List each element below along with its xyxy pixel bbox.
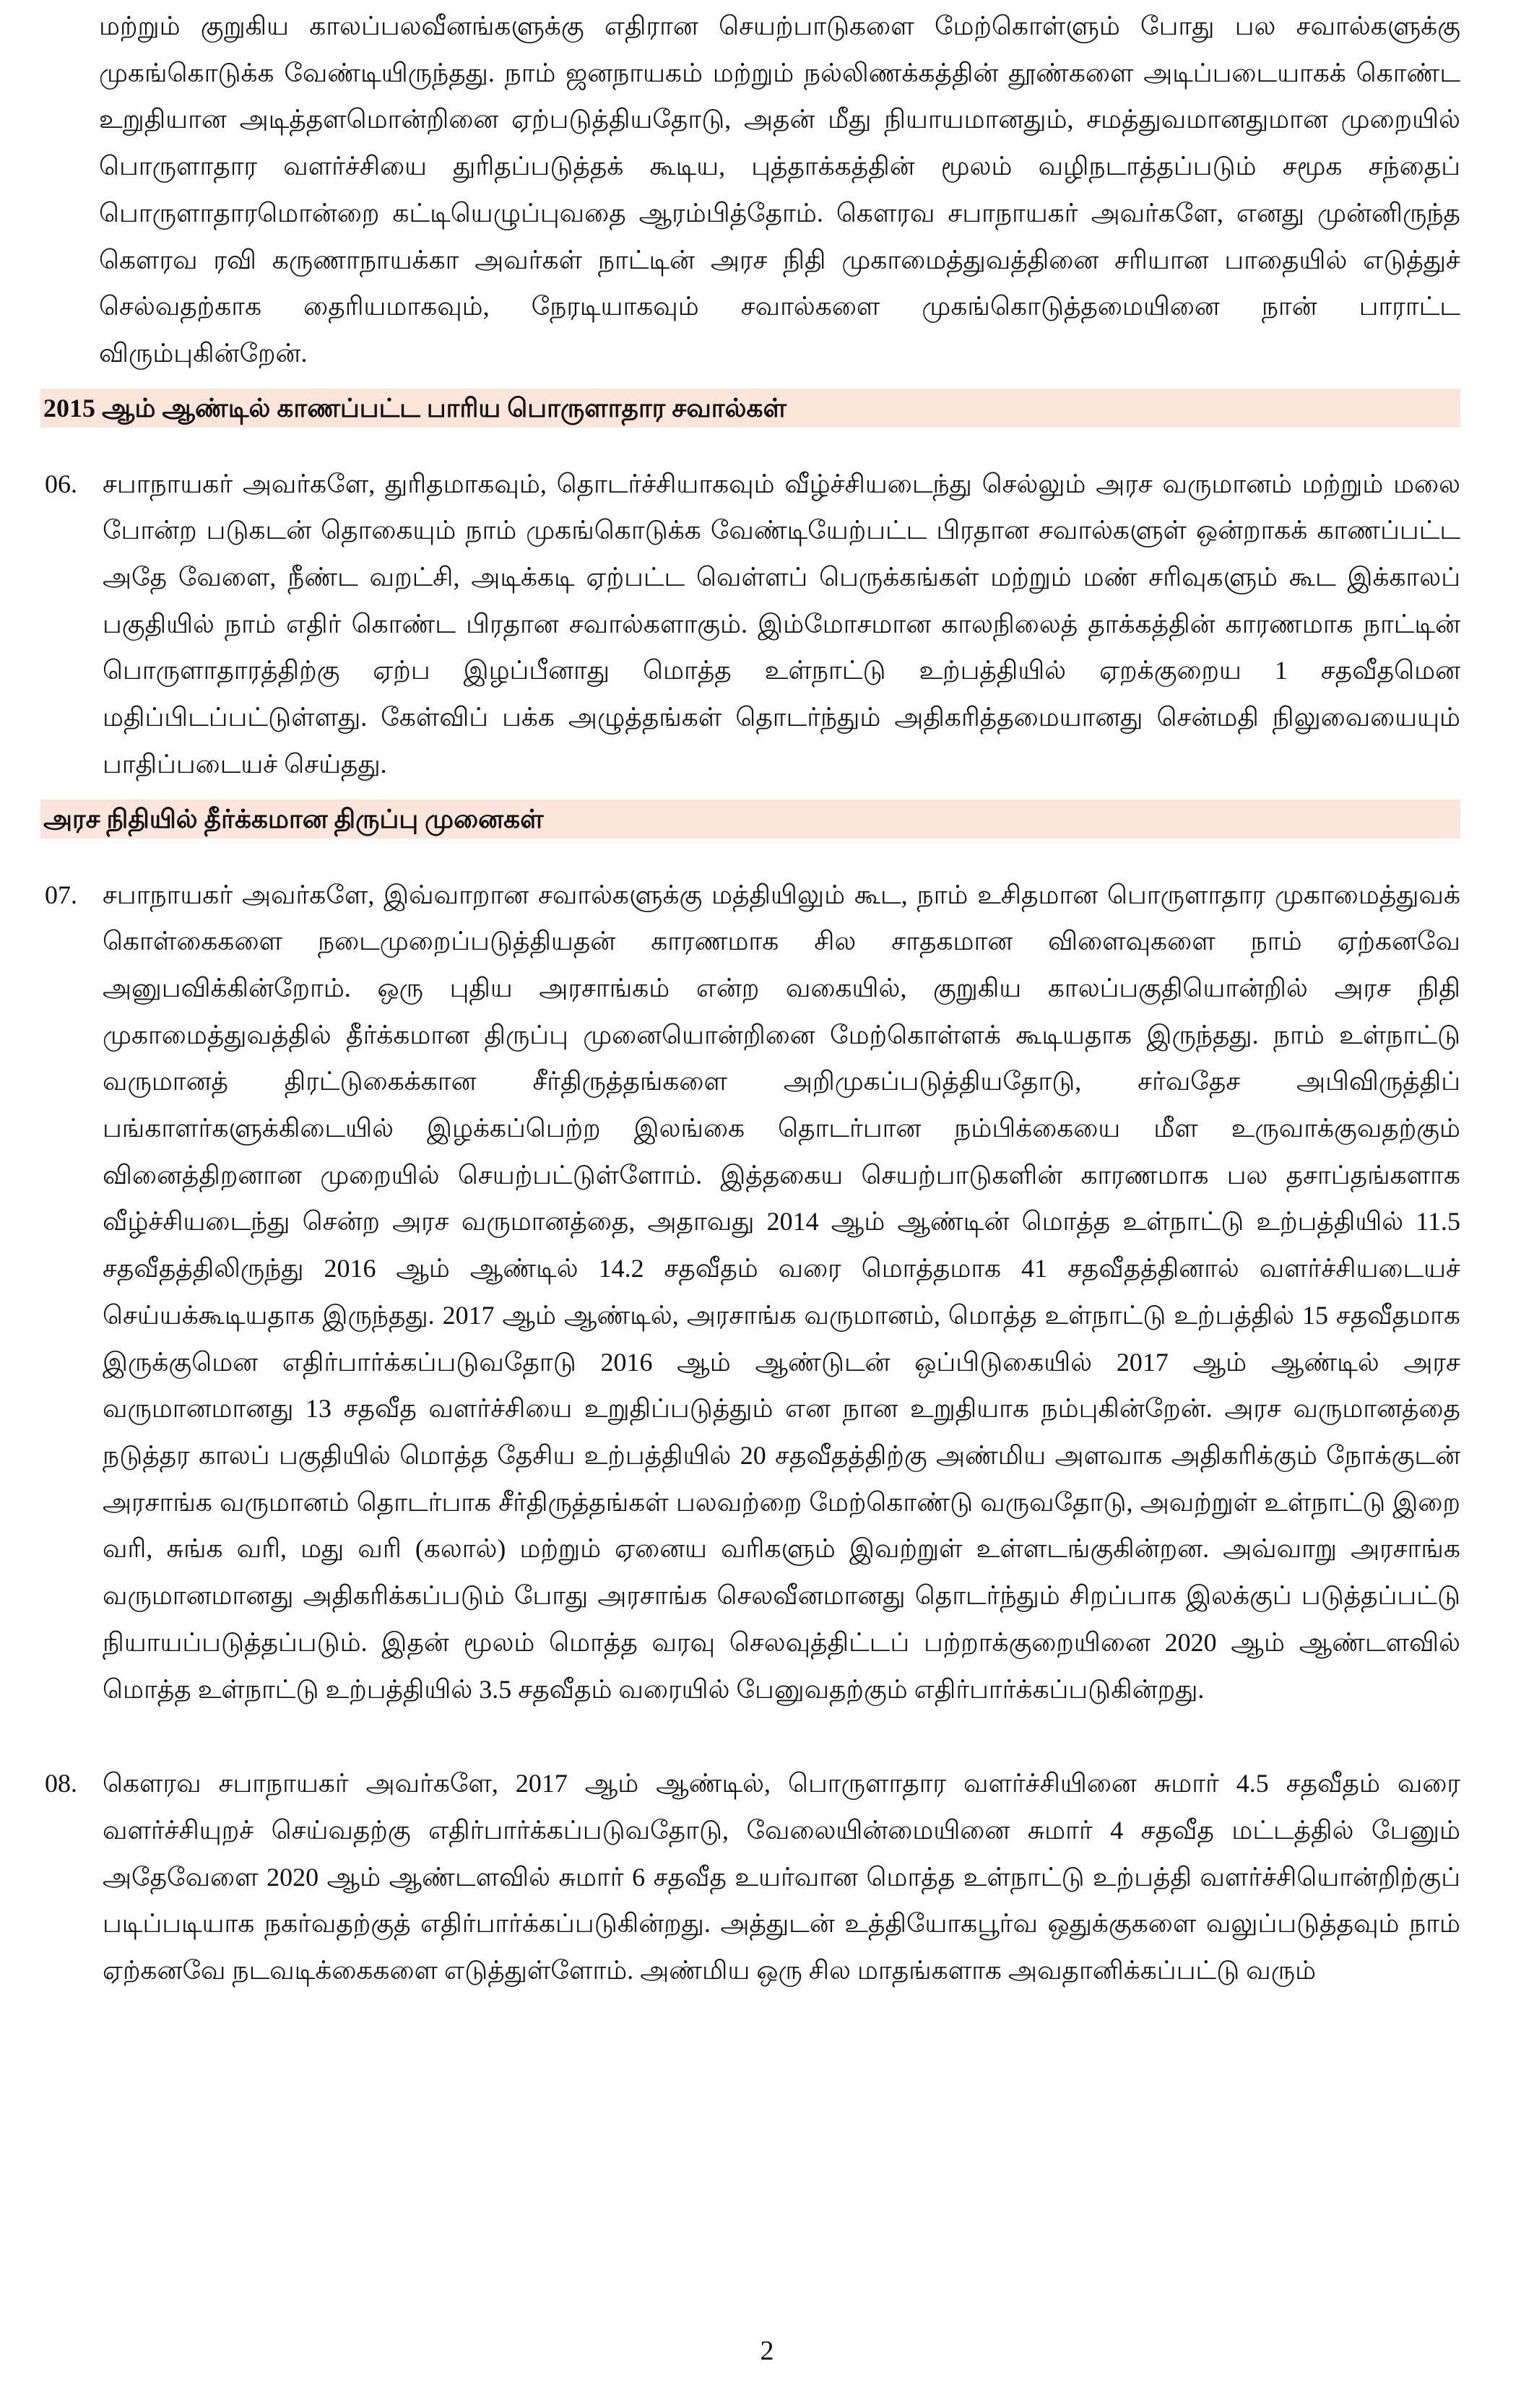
paragraph-08 xyxy=(45,1760,1460,1994)
page-content xyxy=(45,0,1460,1994)
paragraph-text: கௌரவ சபாநாயகர் அவர்களே, 2017 ஆம் ஆண்டில், பொருளாதார வளர்ச்சியினை சுமார் 4.5 சதவீதம் வரை வளர்ச்சியுறச் செய்வதற்கு எதிர்பார்க்கப்படுவதோடு, வேலையின்மையினை சுமார் 4 சதவீத மட்டத்தில் பேனும் அதேவேளை 2020 ஆம் ஆண்டளவில் சுமார் 6 சதவீத உயர்வான மொத்த உள்நாட்டு உற்பத்தி வளர்ச்சியொன்றிற்குப் படிப்படியாக நகர்வதற்குத் எதிர்பார்க்கப்படுகின்றது. அத்துடன் உத்தியோகபூர்வ ஒதுக்குகளை வலுப்படுத்தவும் நாம் ஏற்கனவே நடவடிக்கைகளை எடுத்துள்ளோம். அண்மிய ஒரு சில மாதங்களாக அவதானிக்கப்பட்டு வரும் xyxy=(103,1769,1460,1985)
paragraph-number: 07. xyxy=(45,880,77,909)
paragraph-06 xyxy=(45,461,1460,788)
paragraph-text: சபாநாயகர் அவர்களே, இவ்வாறான சவால்களுக்கு மத்தியிலும் கூட, நாம் உசிதமான பொருளாதார முகாமைத்துவக் கொள்கைகளை நடைமுறைப்படுத்தியதன் காரணமாக சில சாதகமான விளைவுகளை நாம் ஏற்கனவே அனுபவிக்கின்றோம். ஒரு புதிய அரசாங்கம் என்ற வகையில், குறுகிய காலப்பகுதியொன்றில் அரச நிதி முகாமைத்துவத்தில் தீர்க்கமான திருப்பு முனையொன்றினை மேற்கொள்ளக் கூடியதாக இருந்தது. நாம் உள்நாட்டு வருமானத் திரட்டுகைக்கான சீர்திருத்தங்களை அறிமுகப்படுத்தியதோடு, சர்வதேச அபிவிருத்திப் பங்காளர்களுக்கிடையில் இழக்கப்பெற்ற இலங்கை தொடர்பான நம்பிக்கையை மீள உருவாக்குவதற்கும் வினைத்திறனான முறையில் செயற்பட்டுள்ளோம். இத்தகைய செயற்பாடுகளின் காரணமாக பல தசாப்தங்களாக வீழ்ச்சியடைந்து சென்ற அரச வருமானத்தை, அதாவது 2014 ஆம் ஆண்டின் மொத்த உள்நாட்டு உற்பத்தியில் 11.5 சதவீதத்திலிருந்து 2016 ஆம் ஆண்டில் 14.2 சதவீதம் வரை மொத்தமாக 41 சதவீதத்தினால் வளர்ச்சியடையச் செய்யக்கூடியதாக இருந்தது. 2017 ஆம் ஆண்டில், அரசாங்க வருமானம், மொத்த உள்நாட்டு உற்பத்தில் 15 சதவீதமாக இருக்குமென எதிர்பார்க்கப்படுவதோடு 2016 ஆம் ஆண்டுடன் ஒப்பிடுகையில் 2017 ஆம் ஆண்டில் அரச வருமானமானது 13 சதவீத வளர்ச்சியை உறுதிப்படுத்தும் என நான உறுதியாக நம்புகின்றேன். அரச வருமானத்தை நடுத்தர காலப் பகுதியில் மொத்த தேசிய உற்பத்தியில் 20 சதவீதத்திற்கு அண்மிய அளவாக அதிகரிக்கும் நோக்குடன் அரசாங்க வருமானம் தொடர்பாக சீர்திருத்தங்கள் பலவற்றை மேற்கொண்டு வருவதோடு, அவற்றுள் உள்நாட்டு இறை வரி, சுங்க வரி, மது வரி (கலால்) மற்றும் ஏனைய வரிகளும் இவற்றுள் உள்ளடங்குகின்றன. அவ்வாறு அரசாங்க வருமானமானது அதிகரிக்கப்படும் போது அரசாங்க செலவீனமானது தொடர்ந்தும் சிறப்பாக இலக்குப் படுத்தப்பட்டு நியாயப்படுத்தப்படும். இதன் மூலம் மொத்த வரவு செலவுத்திட்டப் பற்றாக்குறையினை 2020 ஆம் ஆண்டளவில் மொத்த உள்நாட்டு உற்பத்தியில் 3.5 சதவீதம் வரையில் பேனுவதற்கும் எதிர்பார்க்கப்படுகின்றது. xyxy=(103,880,1461,1704)
paragraph-07 xyxy=(45,872,1460,1713)
paragraph-number: 06. xyxy=(45,469,77,498)
paragraph-number: 08. xyxy=(45,1769,77,1798)
paragraph-text: சபாநாயகர் அவர்களே, துரிதமாகவும், தொடர்ச்சியாகவும் வீழ்ச்சியடைந்து செல்லும் அரச வருமானம் மற்றும் மலை போன்ற படுகடன் தொகையும் நாம் முகங்கொடுக்க வேண்டியேற்பட்ட பிரதான சவால்களுள் ஒன்றாகக் காணப்பட்ட அதே வேளை, நீண்ட வறட்சி, அடிக்கடி ஏற்பட்ட வெள்ளப் பெருக்கங்கள் மற்றும் மண் சரிவுகளும் கூட இக்காலப் பகுதியில் நாம் எதிர் கொண்ட பிரதான சவால்களாகும். இம்மோசமான காலநிலைத் தாக்கத்தின் காரணமாக நாட்டின் பொருளாதாரத்திற்கு ஏற்ப இழப்பீனாது மொத்த உள்நாட்டு உற்பத்தியில் ஏறக்குறைய 1 சதவீதமென மதிப்பிடப்பட்டுள்ளது. கேள்விப் பக்க அழுத்தங்கள் தொடர்ந்தும் அதிகரித்தமையானது சென்மதி நிலுவையையும் பாதிப்படையச் செய்தது. xyxy=(103,469,1460,779)
section-heading-fiscal-turning-points: அரச நிதியில் தீர்க்கமான திருப்பு முனைகள் xyxy=(40,800,1460,839)
page-number: 2 xyxy=(760,2336,774,2366)
intro-paragraph: மற்றும் குறுகிய காலப்பலவீனங்களுக்கு எதிரான செயற்பாடுகளை மேற்கொள்ளும் போது பல சவால்களுக்கு முகங்கொடுக்க வேண்டியிருந்தது. நாம் ஜனநாயகம் மற்றும் நல்லிணக்கத்தின் தூண்களை அடிப்படையாகக் கொண்ட உறுதியான அடித்தளமொன்றினை ஏற்படுத்தியதோடு, அதன் மீது நியாயமானதும், சமத்துவமானதுமான முறையில் பொருளாதார வளர்ச்சியை துரிதப்படுத்தக் கூடிய, புத்தாக்கத்தின் மூலம் வழிநடாத்தப்படும் சமூக சந்தைப் பொருளாதாரமொன்றை கட்டியெழுப்புவதை ஆரம்பித்தோம். கௌரவ சபாநாயகர் அவர்களே, எனது முன்னிருந்த கௌரவ ரவி கருணாநாயக்கா அவர்கள் நாட்டின் அரச நிதி முகாமைத்துவத்தினை சரியான பாதையில் எடுத்துச் செல்வதற்காக தைரியமாகவும், நேரடியாகவும் சவால்களை முகங்கொடுத்தமையினை நான் பாராட்ட விரும்புகின்றேன். xyxy=(99,12,1460,368)
section-heading-economic-challenges: 2015 ஆம் ஆண்டில் காணப்பட்ட பாரிய பொருளாதார சவால்கள் xyxy=(40,389,1460,428)
